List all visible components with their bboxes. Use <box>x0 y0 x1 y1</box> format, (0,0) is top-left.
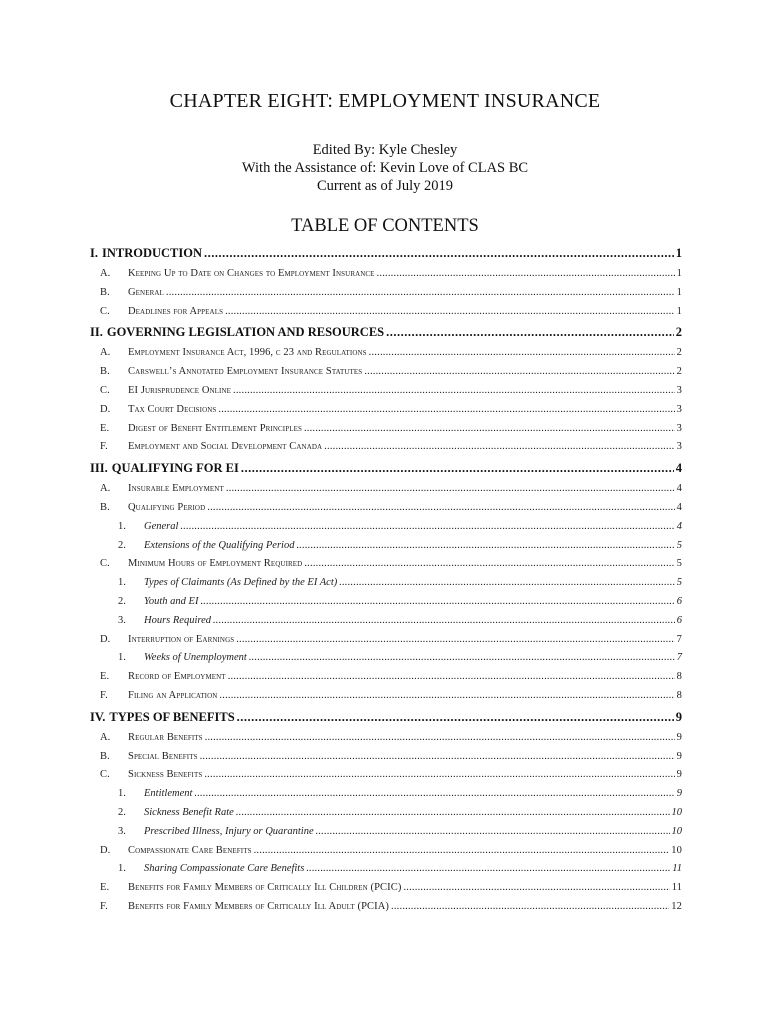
toc-entry-number: 1. <box>118 520 126 532</box>
toc-entry-page: 1 <box>676 268 682 279</box>
toc-entry-title: TYPES OF BENEFITS <box>109 709 235 724</box>
toc-entry-page: 8 <box>676 671 682 683</box>
toc-entry-title: Keeping Up to Date on Changes to Employment Insurance <box>128 268 375 279</box>
toc-leader-dots <box>254 842 670 861</box>
toc-entry-number: B. <box>100 501 110 513</box>
toc-entry-title: Qualifying Period <box>128 501 206 513</box>
toc-entry-page: 10 <box>671 844 682 856</box>
toc-entry[interactable] <box>90 303 682 322</box>
toc-leader-dots <box>218 401 674 420</box>
current-date: Current as of July 2019 <box>316 178 454 194</box>
toc-entry[interactable] <box>90 766 682 785</box>
toc-entry[interactable] <box>90 382 682 401</box>
toc-leader-dots <box>241 457 674 480</box>
toc-entry-number: F. <box>100 900 108 912</box>
toc-entry-number: 1. <box>118 863 126 875</box>
toc-entry-page: 5 <box>676 558 682 570</box>
toc-leader-dots <box>204 766 674 785</box>
toc-entry-title: Interruption of Earnings <box>128 633 235 645</box>
toc-entry-page: 6 <box>676 614 682 626</box>
toc-entry[interactable] <box>90 706 682 729</box>
toc-leader-dots <box>225 303 675 322</box>
toc-entry-number: 2. <box>118 595 126 607</box>
toc-entry[interactable] <box>90 574 682 593</box>
toc-entry[interactable] <box>90 612 682 631</box>
toc-entry-title: GOVERNING LEGISLATION AND RESOURCES <box>106 325 385 340</box>
toc-leader-dots <box>233 382 675 401</box>
toc-entry-page: 11 <box>672 863 682 875</box>
toc-entry-number: I. <box>90 246 98 260</box>
assistance-credit: With the Assistance of: Kevin Love of CLAS BC <box>241 160 529 176</box>
toc-entry[interactable] <box>90 480 682 499</box>
toc-leader-dots <box>236 631 674 650</box>
toc-entry-page: 4 <box>675 461 682 476</box>
toc-leader-dots <box>200 748 675 767</box>
toc-entry-page: 3 <box>676 422 682 434</box>
toc-leader-dots <box>237 706 674 729</box>
toc-entry-title: Sharing Compassionate Care Benefits <box>144 863 305 875</box>
toc-entry-title: Compassionate Care Benefits <box>128 844 252 856</box>
toc-entry-page: 9 <box>676 788 682 800</box>
toc-entry[interactable] <box>90 631 682 650</box>
toc-entry-number: II. <box>90 325 103 340</box>
chapter-title: CHAPTER EIGHT: EMPLOYMENT INSURANCE <box>169 90 601 112</box>
toc-entry[interactable] <box>90 401 682 420</box>
toc-leader-dots <box>226 480 675 499</box>
toc-entry-number: B. <box>100 366 110 378</box>
toc-leader-dots <box>316 823 670 842</box>
toc-leader-dots <box>200 593 674 612</box>
toc-entry[interactable] <box>90 898 682 917</box>
toc-entry[interactable] <box>90 537 682 556</box>
toc-entry-number: C. <box>100 558 110 570</box>
toc-entry-page: 10 <box>671 806 682 818</box>
toc-entry-title: Hours Required <box>144 614 211 626</box>
toc-entry-title: Extensions of the Qualifying Period <box>144 539 295 551</box>
toc-entry-page: 4 <box>676 483 682 495</box>
edited-by: Edited By: Kyle Chesley <box>312 142 458 158</box>
toc-entry[interactable] <box>90 823 682 842</box>
toc-entry[interactable] <box>90 344 682 363</box>
toc-entry-number: 3. <box>118 825 126 837</box>
toc-entry-number: 1. <box>118 577 126 589</box>
toc-entry[interactable] <box>90 748 682 767</box>
toc-entry-page: 5 <box>676 577 682 589</box>
toc-entry-page: 2 <box>676 366 682 378</box>
toc-entry-number: C. <box>100 305 110 317</box>
toc-leader-dots <box>386 321 674 344</box>
toc-entry-number: A. <box>100 347 111 359</box>
toc-leader-dots <box>213 612 675 631</box>
toc-entry[interactable] <box>90 860 682 879</box>
toc-entry-title: Minimum Hours of Employment Required <box>128 558 303 570</box>
toc-entry[interactable] <box>90 438 682 457</box>
toc-entry[interactable] <box>90 555 682 574</box>
toc-entry-number: F. <box>100 689 108 701</box>
toc-entry-page: 3 <box>676 441 682 453</box>
toc-entry[interactable] <box>90 518 682 537</box>
toc-entry[interactable] <box>90 593 682 612</box>
toc-entry-number: B. <box>100 750 110 762</box>
toc-entry-number: C. <box>100 384 110 396</box>
toc-entry-page: 9 <box>675 709 682 724</box>
toc-entry-number: F. <box>100 441 108 453</box>
toc-leader-dots <box>194 785 674 804</box>
toc-leader-dots <box>364 363 674 382</box>
toc-leader-dots <box>304 555 674 574</box>
toc-heading: TABLE OF CONTENTS <box>291 216 479 236</box>
toc-entry-page: 5 <box>676 539 682 551</box>
toc-entry-page: 1 <box>675 246 682 260</box>
toc-entry-title: Weeks of Unemployment <box>144 652 247 664</box>
toc-leader-dots <box>391 898 669 917</box>
toc-entry-title: Filing an Application <box>128 689 218 701</box>
toc-entry-page: 8 <box>676 689 682 701</box>
toc-entry-number: III. <box>90 461 108 476</box>
toc-entry-number: IV. <box>90 709 106 724</box>
toc-entry-number: C. <box>100 769 110 781</box>
toc-entry-page: 3 <box>676 403 682 415</box>
toc-entry[interactable] <box>90 321 682 344</box>
toc-entry-title: QUALIFYING FOR EI <box>111 461 239 476</box>
toc-entry-page: 12 <box>671 900 682 912</box>
toc-leader-dots <box>369 344 675 363</box>
toc-leader-dots <box>296 537 674 556</box>
toc-entry[interactable] <box>90 649 682 668</box>
toc-entry-number: 2. <box>118 806 126 818</box>
toc-entry-title: Prescribed Illness, Injury or Quarantine <box>144 825 314 837</box>
toc-entry-number: 1. <box>118 652 126 664</box>
toc-entry-number: A. <box>100 483 111 495</box>
toc-leader-dots <box>236 804 670 823</box>
toc-leader-dots <box>377 265 675 284</box>
toc-entry-page: 2 <box>675 325 682 340</box>
toc-entry-page: 9 <box>676 750 682 762</box>
toc-entry-title: Benefits for Family Members of Critically Ill Adult (PCIA) <box>128 900 390 912</box>
toc-entry-page: 11 <box>671 882 682 894</box>
toc-leader-dots <box>180 518 674 537</box>
toc-leader-dots <box>249 649 675 668</box>
toc-entry[interactable] <box>90 785 682 804</box>
toc-leader-dots <box>306 860 670 879</box>
toc-entry-page: 4 <box>676 501 682 513</box>
toc-entry-page: 1 <box>676 286 682 298</box>
toc-entry-title: General <box>128 286 164 298</box>
toc-entry-title: Benefits for Family Members of Critically Ill Children (PCIC) <box>128 882 402 894</box>
toc-entry-number: A. <box>100 731 111 743</box>
table-of-contents <box>90 242 682 917</box>
toc-entry-number: 1. <box>118 788 126 800</box>
toc-leader-dots <box>339 574 675 593</box>
toc-entry-title: Deadlines for Appeals <box>128 305 224 317</box>
toc-entry[interactable] <box>90 668 682 687</box>
toc-leader-dots <box>219 687 674 706</box>
toc-entry-number: D. <box>100 633 111 645</box>
toc-entry-number: 2. <box>118 539 126 551</box>
toc-entry-number: 3. <box>118 614 126 626</box>
toc-entry[interactable] <box>90 729 682 748</box>
toc-leader-dots <box>403 879 669 898</box>
toc-entry[interactable] <box>90 457 682 480</box>
toc-entry-title: Types of Claimants (As Defined by the EI Act) <box>144 577 338 589</box>
toc-entry[interactable] <box>90 804 682 823</box>
toc-entry-title: General <box>144 520 179 532</box>
toc-entry-title: Youth and EI <box>144 595 199 607</box>
toc-entry[interactable] <box>90 687 682 706</box>
toc-entry-page: 7 <box>676 633 682 645</box>
toc-leader-dots <box>228 668 675 687</box>
toc-entry-page: 2 <box>676 347 682 359</box>
toc-entry-page: 3 <box>676 384 682 396</box>
toc-entry-title: Carswell’s Annotated Employment Insurance Statutes <box>128 366 363 378</box>
toc-entry-title: Insurable Employment <box>128 483 224 495</box>
toc-entry-title: Tax Court Decisions <box>128 403 217 415</box>
toc-entry-number: E. <box>100 882 110 894</box>
toc-entry-title: Digest of Benefit Entitlement Principles <box>128 422 302 434</box>
toc-entry-title: Regular Benefits <box>128 731 203 743</box>
toc-entry[interactable] <box>90 363 682 382</box>
toc-entry-title: Sickness Benefits <box>128 769 203 781</box>
toc-entry-title: Entitlement <box>144 788 193 800</box>
toc-entry[interactable] <box>90 265 682 284</box>
toc-entry-title: Employment and Social Development Canada <box>128 441 323 453</box>
toc-entry-number: D. <box>100 844 111 856</box>
toc-entry-title: EI Jurisprudence Online <box>128 384 232 396</box>
toc-leader-dots <box>205 729 675 748</box>
toc-entry-number: E. <box>100 422 110 434</box>
toc-entry-page: 9 <box>676 731 682 743</box>
toc-leader-dots <box>204 242 674 265</box>
toc-entry-title: Special Benefits <box>128 750 198 762</box>
toc-leader-dots <box>304 420 675 439</box>
toc-entry-page: 9 <box>676 769 682 781</box>
toc-entry-number: D. <box>100 403 111 415</box>
toc-leader-dots <box>207 499 674 518</box>
toc-entry-title: Sickness Benefit Rate <box>144 806 234 818</box>
toc-leader-dots <box>166 284 675 303</box>
toc-entry-page: 4 <box>676 520 682 532</box>
toc-entry[interactable] <box>90 284 682 303</box>
toc-entry[interactable] <box>90 242 682 265</box>
toc-entry-number: A. <box>100 268 111 279</box>
toc-entry[interactable] <box>90 879 682 898</box>
toc-entry-page: 7 <box>676 652 682 664</box>
toc-entry-title: Employment Insurance Act, 1996, c 23 and Regulations <box>128 347 367 359</box>
toc-entry-title: Record of Employment <box>128 671 226 683</box>
toc-entry-page: 1 <box>676 305 682 317</box>
toc-entry-page: 10 <box>671 825 682 837</box>
toc-entry[interactable] <box>90 420 682 439</box>
toc-leader-dots <box>324 438 674 457</box>
toc-entry-page: 6 <box>676 595 682 607</box>
toc-entry-number: B. <box>100 286 110 298</box>
toc-entry[interactable] <box>90 499 682 518</box>
toc-entry-title: INTRODUCTION <box>102 246 203 260</box>
toc-entry[interactable] <box>90 842 682 861</box>
toc-entry-number: E. <box>100 671 110 683</box>
